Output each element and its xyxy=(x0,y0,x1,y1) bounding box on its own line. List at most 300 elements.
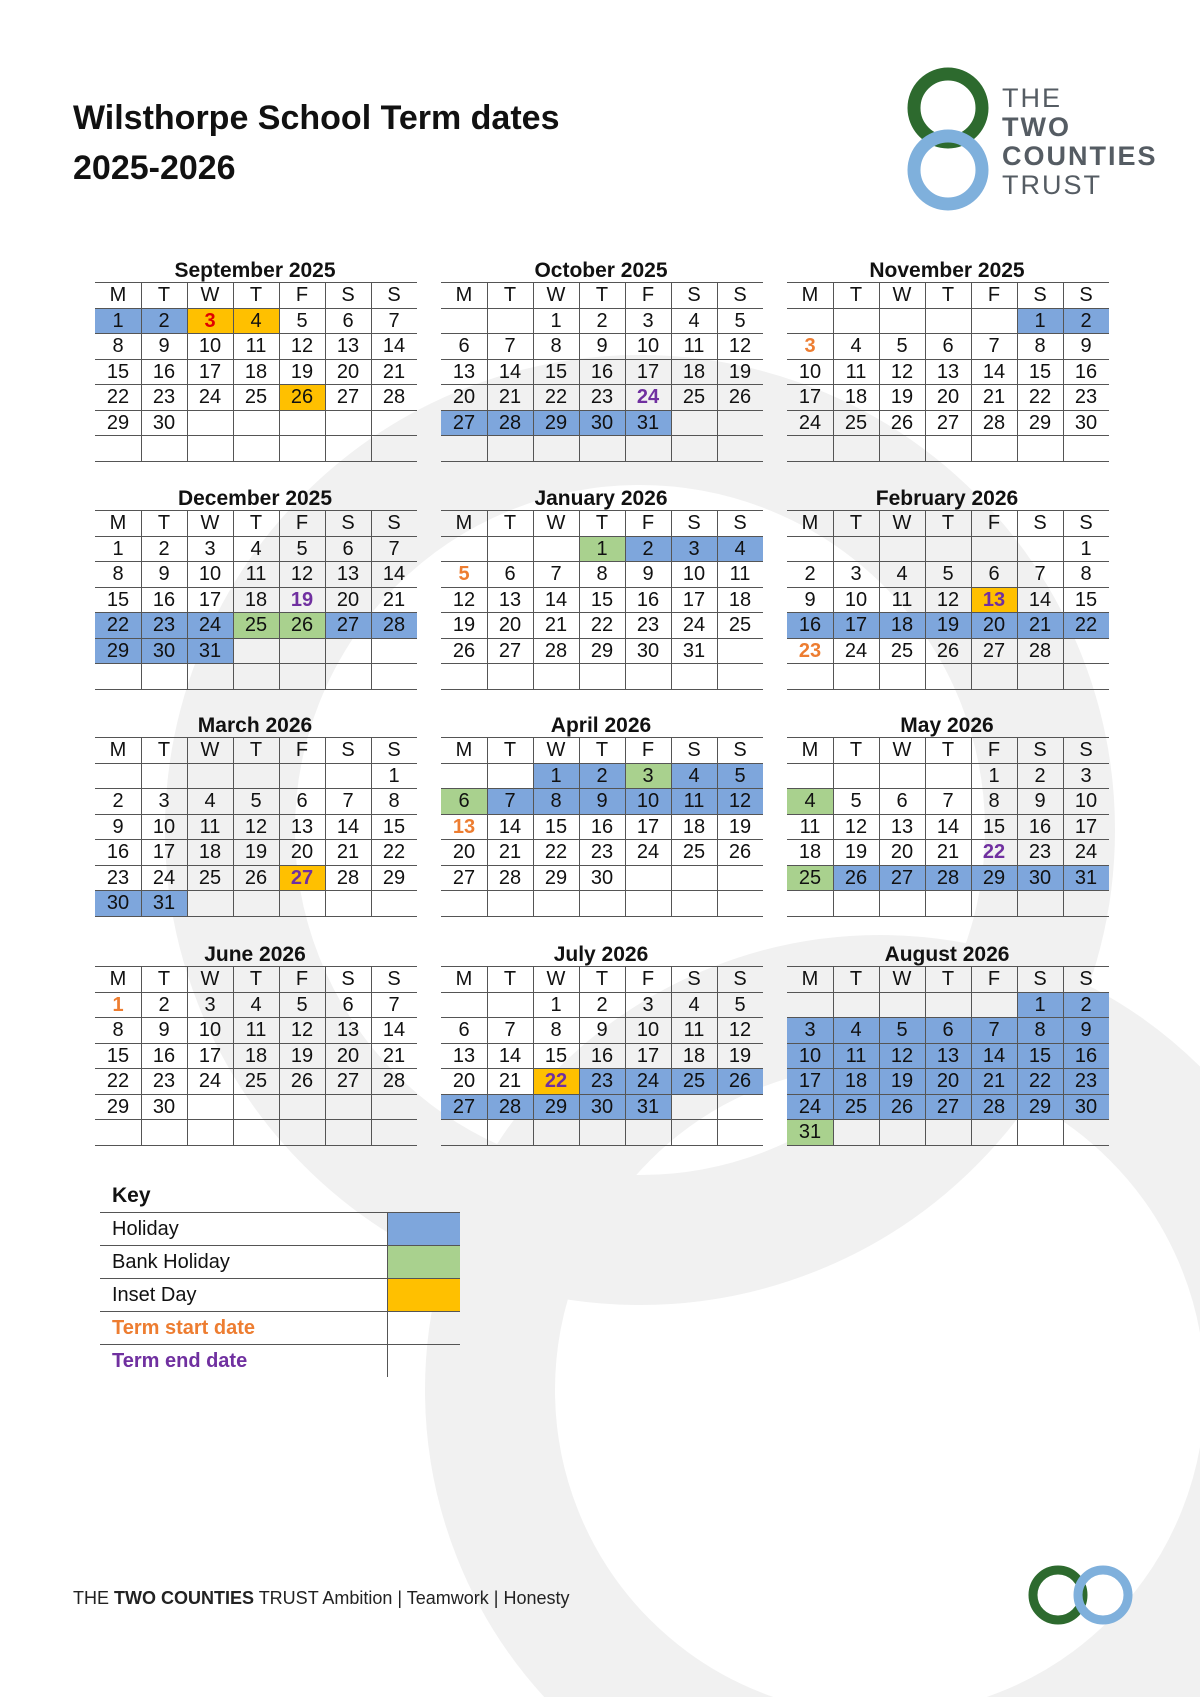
day-cell: 31 xyxy=(141,890,187,916)
day-cell: 23 xyxy=(590,386,614,408)
day-cell: 14 xyxy=(498,1044,522,1067)
day-cell: 22 xyxy=(533,1068,579,1094)
day-header: W xyxy=(892,739,912,761)
day-header: F xyxy=(987,284,1001,306)
day-header: W xyxy=(546,284,566,306)
grid-line xyxy=(787,561,1109,562)
day-cell: 10 xyxy=(844,588,868,611)
day-header: T xyxy=(849,968,863,990)
day-cell: 3 xyxy=(625,763,671,789)
day-cell: 21 xyxy=(498,1070,522,1092)
day-cell: 10 xyxy=(198,335,222,357)
grid-line xyxy=(579,737,580,916)
day-cell: 4 xyxy=(250,993,262,1016)
day-cell: 20 xyxy=(290,841,314,863)
day-cell: 2 xyxy=(596,309,608,332)
day-cell: 3 xyxy=(204,993,216,1016)
day-cell: 18 xyxy=(879,612,925,638)
day-cell: 26 xyxy=(244,866,268,889)
day-cell: 27 xyxy=(441,1094,487,1120)
day-header: S xyxy=(387,739,401,761)
day-header: T xyxy=(249,739,263,761)
day-cell: 10 xyxy=(798,360,822,383)
day-cell: 13 xyxy=(890,815,914,838)
day-cell: 25 xyxy=(682,386,706,408)
grid-line xyxy=(441,435,763,436)
day-cell: 20 xyxy=(336,360,360,383)
grid-line xyxy=(95,536,417,537)
grid-line xyxy=(787,992,1109,993)
grid-line xyxy=(579,282,580,461)
grid-line xyxy=(671,966,672,1145)
grid-line xyxy=(141,510,142,689)
day-cell: 5 xyxy=(734,309,746,332)
day-header: T xyxy=(249,968,263,990)
grid-line xyxy=(787,1094,1109,1095)
grid-line xyxy=(441,359,763,360)
grid-line xyxy=(325,510,326,689)
day-cell: 10 xyxy=(636,1019,660,1041)
day-cell: 2 xyxy=(625,536,671,562)
day-cell: 2 xyxy=(158,993,170,1016)
day-cell: 26 xyxy=(279,384,325,410)
day-header: T xyxy=(849,512,863,534)
day-cell: 17 xyxy=(198,1044,222,1067)
grid-line xyxy=(95,737,417,738)
day-header: S xyxy=(687,512,701,534)
day-header: W xyxy=(200,284,220,306)
day-cell: 15 xyxy=(106,1044,130,1067)
day-cell: 22 xyxy=(1017,1068,1063,1094)
month-title: June 2026 xyxy=(204,943,306,966)
day-cell: 4 xyxy=(688,309,700,332)
grid-line xyxy=(95,814,417,815)
key-swatch-holiday xyxy=(387,1213,460,1245)
day-cell: 6 xyxy=(504,563,516,585)
grid-line xyxy=(971,510,972,689)
grid-line xyxy=(579,966,580,1145)
day-cell: 11 xyxy=(671,788,717,814)
day-cell: 26 xyxy=(452,639,476,662)
grid-line xyxy=(441,1094,763,1095)
grid-line xyxy=(141,966,142,1145)
day-header: W xyxy=(200,512,220,534)
footer-bold: TWO COUNTIES xyxy=(114,1588,255,1608)
day-cell: 2 xyxy=(1034,764,1046,787)
grid-line xyxy=(95,510,417,511)
day-cell: 25 xyxy=(244,1070,268,1092)
grid-line xyxy=(441,916,763,917)
day-cell: 21 xyxy=(936,841,960,863)
grid-line xyxy=(95,561,417,562)
grid-line xyxy=(787,839,1109,840)
day-cell: 27 xyxy=(279,865,325,891)
day-cell: 7 xyxy=(504,335,516,357)
day-cell: 7 xyxy=(971,1017,1017,1043)
grid-line xyxy=(95,384,417,385)
grid-line xyxy=(441,689,763,690)
day-header: T xyxy=(157,284,171,306)
day-cell: 22 xyxy=(544,841,568,863)
grid-line xyxy=(787,1119,1109,1120)
day-cell: 24 xyxy=(682,614,706,636)
day-header: S xyxy=(1079,739,1093,761)
day-cell: 17 xyxy=(636,360,660,383)
day-header: S xyxy=(1079,968,1093,990)
day-header: S xyxy=(341,739,355,761)
day-cell: 2 xyxy=(1063,992,1109,1018)
day-cell: 13 xyxy=(452,1044,476,1067)
day-cell: 10 xyxy=(1074,790,1098,812)
key-swatch-term-start xyxy=(387,1312,460,1344)
day-cell: 16 xyxy=(590,815,614,838)
day-cell: 5 xyxy=(717,763,763,789)
day-cell: 21 xyxy=(382,360,406,383)
day-cell: 20 xyxy=(452,1070,476,1092)
day-header: M xyxy=(455,512,473,534)
day-cell: 24 xyxy=(625,1068,671,1094)
day-cell: 15 xyxy=(544,815,568,838)
month-title: December 2025 xyxy=(177,487,333,510)
grid-line xyxy=(95,689,417,690)
day-cell: 13 xyxy=(336,335,360,357)
day-cell: 12 xyxy=(879,1043,925,1069)
day-cell: 18 xyxy=(244,360,268,383)
day-cell: 24 xyxy=(1074,841,1098,863)
grid-line xyxy=(187,510,188,689)
day-cell: 22 xyxy=(106,386,130,408)
day-cell: 26 xyxy=(279,612,325,638)
grid-line xyxy=(787,689,1109,690)
grid-line xyxy=(833,966,834,1145)
day-header: F xyxy=(987,512,1001,534)
key-swatch-term-end xyxy=(387,1345,460,1377)
day-cell: 13 xyxy=(290,815,314,838)
day-header: T xyxy=(249,512,263,534)
grid-line xyxy=(441,282,763,283)
key-swatch-bank-holiday xyxy=(387,1246,460,1278)
grid-line xyxy=(441,308,763,309)
day-cell: 8 xyxy=(112,335,124,357)
day-cell: 13 xyxy=(925,1043,971,1069)
day-cell: 5 xyxy=(879,1017,925,1043)
day-cell: 10 xyxy=(198,563,222,585)
day-cell: 22 xyxy=(1063,612,1109,638)
day-cell: 23 xyxy=(152,386,176,408)
day-cell: 5 xyxy=(896,335,908,357)
day-cell: 13 xyxy=(452,360,476,383)
day-header: T xyxy=(849,739,863,761)
day-cell: 13 xyxy=(336,1019,360,1041)
grid-line xyxy=(1063,510,1064,689)
day-cell: 14 xyxy=(336,815,360,838)
key-legend xyxy=(100,1180,460,1377)
day-cell: 23 xyxy=(1063,1068,1109,1094)
day-cell: 8 xyxy=(112,563,124,585)
day-cell: 6 xyxy=(988,563,1000,585)
day-cell: 2 xyxy=(158,537,170,560)
day-header: W xyxy=(546,739,566,761)
day-cell: 9 xyxy=(158,335,170,357)
grid-line xyxy=(371,737,372,916)
day-header: T xyxy=(941,739,955,761)
day-cell: 14 xyxy=(971,1043,1017,1069)
day-cell: 25 xyxy=(198,866,222,889)
day-cell: 5 xyxy=(296,309,308,332)
logo-wordmark xyxy=(1002,84,1158,200)
day-cell: 1 xyxy=(112,537,124,560)
day-cell: 17 xyxy=(636,1044,660,1067)
day-header: S xyxy=(387,512,401,534)
grid-line xyxy=(671,737,672,916)
grid-line xyxy=(95,966,417,967)
day-cell: 12 xyxy=(717,788,763,814)
day-cell: 7 xyxy=(1034,563,1046,585)
day-cell: 31 xyxy=(682,639,706,662)
page-title-line2: 2025-2026 xyxy=(73,149,236,187)
day-cell: 25 xyxy=(233,612,279,638)
day-cell: 13 xyxy=(936,360,960,383)
day-cell: 29 xyxy=(1017,1094,1063,1120)
day-cell: 15 xyxy=(106,588,130,611)
day-cell: 30 xyxy=(579,1094,625,1120)
grid-line xyxy=(787,1068,1109,1069)
grid-line xyxy=(925,737,926,916)
day-cell: 18 xyxy=(244,588,268,611)
day-cell: 10 xyxy=(152,815,176,838)
day-cell: 19 xyxy=(890,386,914,408)
grid-line xyxy=(233,737,234,916)
day-header: F xyxy=(641,968,655,990)
grid-line xyxy=(95,1043,417,1044)
grid-line xyxy=(95,1017,417,1018)
day-cell: 9 xyxy=(158,1019,170,1041)
day-cell: 9 xyxy=(158,563,170,585)
grid-line xyxy=(441,1068,763,1069)
day-header: W xyxy=(200,968,220,990)
grid-line xyxy=(141,737,142,916)
day-cell: 19 xyxy=(925,612,971,638)
day-cell: 1 xyxy=(988,764,1000,787)
day-cell: 1 xyxy=(1017,308,1063,334)
day-cell: 18 xyxy=(844,386,868,408)
day-cell: 22 xyxy=(982,841,1006,863)
grid-line xyxy=(925,966,926,1145)
day-cell: 1 xyxy=(1080,537,1092,560)
day-cell: 7 xyxy=(504,1019,516,1041)
grid-line xyxy=(441,1119,763,1120)
day-cell: 17 xyxy=(798,386,822,408)
grid-line xyxy=(787,587,1109,588)
day-cell: 17 xyxy=(833,612,879,638)
grid-line xyxy=(441,461,763,462)
day-cell: 12 xyxy=(936,588,960,611)
key-title: Key xyxy=(112,1184,151,1207)
grid-line xyxy=(625,966,626,1145)
grid-line xyxy=(95,1094,417,1095)
day-cell: 1 xyxy=(550,309,562,332)
grid-line xyxy=(533,966,534,1145)
logo-line-counties: COUNTIES xyxy=(1002,141,1158,171)
grid-line xyxy=(1063,737,1064,916)
day-cell: 27 xyxy=(982,639,1006,662)
day-cell: 11 xyxy=(245,335,267,357)
key-label-bank-holiday: Bank Holiday xyxy=(112,1251,230,1273)
grid-line xyxy=(787,814,1109,815)
grid-line xyxy=(441,587,763,588)
day-cell: 8 xyxy=(550,1019,562,1041)
day-cell: 16 xyxy=(1028,815,1052,838)
day-cell: 3 xyxy=(671,536,717,562)
key-label-holiday: Holiday xyxy=(112,1218,179,1240)
day-cell: 3 xyxy=(804,335,816,357)
day-cell: 19 xyxy=(290,588,314,611)
day-cell: 20 xyxy=(936,386,960,408)
month-title: April 2026 xyxy=(550,714,652,737)
day-cell: 1 xyxy=(579,536,625,562)
key-row-term-end xyxy=(100,1344,460,1377)
grid-line xyxy=(971,966,972,1145)
grid-line xyxy=(717,282,718,461)
day-cell: 2 xyxy=(1063,308,1109,334)
day-cell: 16 xyxy=(590,360,614,383)
day-cell: 12 xyxy=(244,815,268,838)
day-cell: 15 xyxy=(590,588,614,611)
day-cell: 28 xyxy=(371,612,417,638)
day-cell: 8 xyxy=(112,1019,124,1041)
day-header: F xyxy=(295,512,309,534)
day-cell: 18 xyxy=(682,815,706,838)
day-header: T xyxy=(503,739,517,761)
day-cell: 12 xyxy=(290,563,314,585)
grid-line xyxy=(787,435,1109,436)
day-cell: 5 xyxy=(942,563,954,585)
grid-line xyxy=(187,737,188,916)
month-title: October 2025 xyxy=(534,259,668,282)
grid-line xyxy=(95,410,417,411)
day-cell: 22 xyxy=(544,386,568,408)
grid-line xyxy=(95,612,417,613)
grid-line xyxy=(371,510,372,689)
day-cell: 21 xyxy=(971,1068,1017,1094)
day-header: S xyxy=(341,284,355,306)
day-header: F xyxy=(295,284,309,306)
day-header: W xyxy=(892,284,912,306)
day-cell: 24 xyxy=(798,411,822,434)
day-cell: 15 xyxy=(982,815,1006,838)
day-cell: 23 xyxy=(636,614,660,636)
day-cell: 23 xyxy=(590,841,614,863)
day-cell: 11 xyxy=(833,1043,879,1069)
day-header: F xyxy=(641,739,655,761)
day-cell: 12 xyxy=(290,1019,314,1041)
day-cell: 22 xyxy=(1028,386,1052,408)
grid-line xyxy=(441,410,763,411)
grid-line xyxy=(579,510,580,689)
grid-line xyxy=(95,587,417,588)
day-cell: 9 xyxy=(804,588,816,611)
grid-line xyxy=(441,510,763,511)
grid-line xyxy=(325,737,326,916)
grid-line xyxy=(787,890,1109,891)
day-cell: 3 xyxy=(158,790,170,812)
day-cell: 7 xyxy=(550,563,562,585)
day-cell: 8 xyxy=(988,790,1000,812)
day-cell: 11 xyxy=(245,563,267,585)
day-cell: 7 xyxy=(388,309,400,332)
grid-line xyxy=(879,737,880,916)
day-cell: 21 xyxy=(544,614,568,636)
grid-line xyxy=(441,788,763,789)
day-header: W xyxy=(892,512,912,534)
day-cell: 6 xyxy=(342,993,354,1016)
grid-line xyxy=(1017,737,1018,916)
day-cell: 20 xyxy=(452,386,476,408)
key-row-bank-holiday xyxy=(100,1245,460,1278)
day-cell: 6 xyxy=(342,309,354,332)
day-cell: 21 xyxy=(1017,612,1063,638)
day-cell: 24 xyxy=(844,639,868,662)
day-cell: 5 xyxy=(250,790,262,812)
day-cell: 1 xyxy=(388,764,400,787)
grid-line xyxy=(971,737,972,916)
grid-line xyxy=(625,510,626,689)
day-cell: 10 xyxy=(682,563,706,585)
day-cell: 7 xyxy=(988,335,1000,357)
month-title: January 2026 xyxy=(534,487,668,510)
day-cell: 19 xyxy=(290,1044,314,1067)
grid-line xyxy=(671,510,672,689)
day-cell: 21 xyxy=(982,386,1006,408)
day-cell: 22 xyxy=(95,612,141,638)
grid-line xyxy=(441,865,763,866)
grid-line xyxy=(95,1145,417,1146)
grid-line xyxy=(787,282,1109,283)
day-cell: 30 xyxy=(1074,411,1098,434)
day-cell: 10 xyxy=(787,1043,833,1069)
grid-line xyxy=(787,737,1109,738)
day-cell: 17 xyxy=(787,1068,833,1094)
day-cell: 30 xyxy=(636,639,660,662)
month-title: July 2026 xyxy=(553,943,649,966)
day-cell: 26 xyxy=(728,386,752,408)
day-cell: 7 xyxy=(942,790,954,812)
day-header: S xyxy=(1079,284,1093,306)
logo-line-trust: TRUST xyxy=(1002,170,1102,200)
day-header: M xyxy=(801,284,819,306)
day-cell: 8 xyxy=(533,788,579,814)
month-title: February 2026 xyxy=(875,487,1019,510)
day-header: M xyxy=(455,284,473,306)
day-cell: 11 xyxy=(729,563,751,585)
key-label-inset-day: Inset Day xyxy=(112,1284,197,1306)
day-cell: 11 xyxy=(891,588,913,611)
day-cell: 26 xyxy=(728,841,752,863)
day-cell: 24 xyxy=(198,1070,222,1092)
day-header: S xyxy=(1079,512,1093,534)
day-cell: 7 xyxy=(388,993,400,1016)
day-cell: 28 xyxy=(971,1094,1017,1120)
day-header: F xyxy=(295,968,309,990)
day-cell: 7 xyxy=(388,537,400,560)
day-cell: 2 xyxy=(804,563,816,585)
day-cell: 28 xyxy=(1028,639,1052,662)
day-cell: 17 xyxy=(198,360,222,383)
day-cell: 5 xyxy=(458,563,470,585)
grid-line xyxy=(533,282,534,461)
grid-line xyxy=(95,916,417,917)
day-header: T xyxy=(157,512,171,534)
